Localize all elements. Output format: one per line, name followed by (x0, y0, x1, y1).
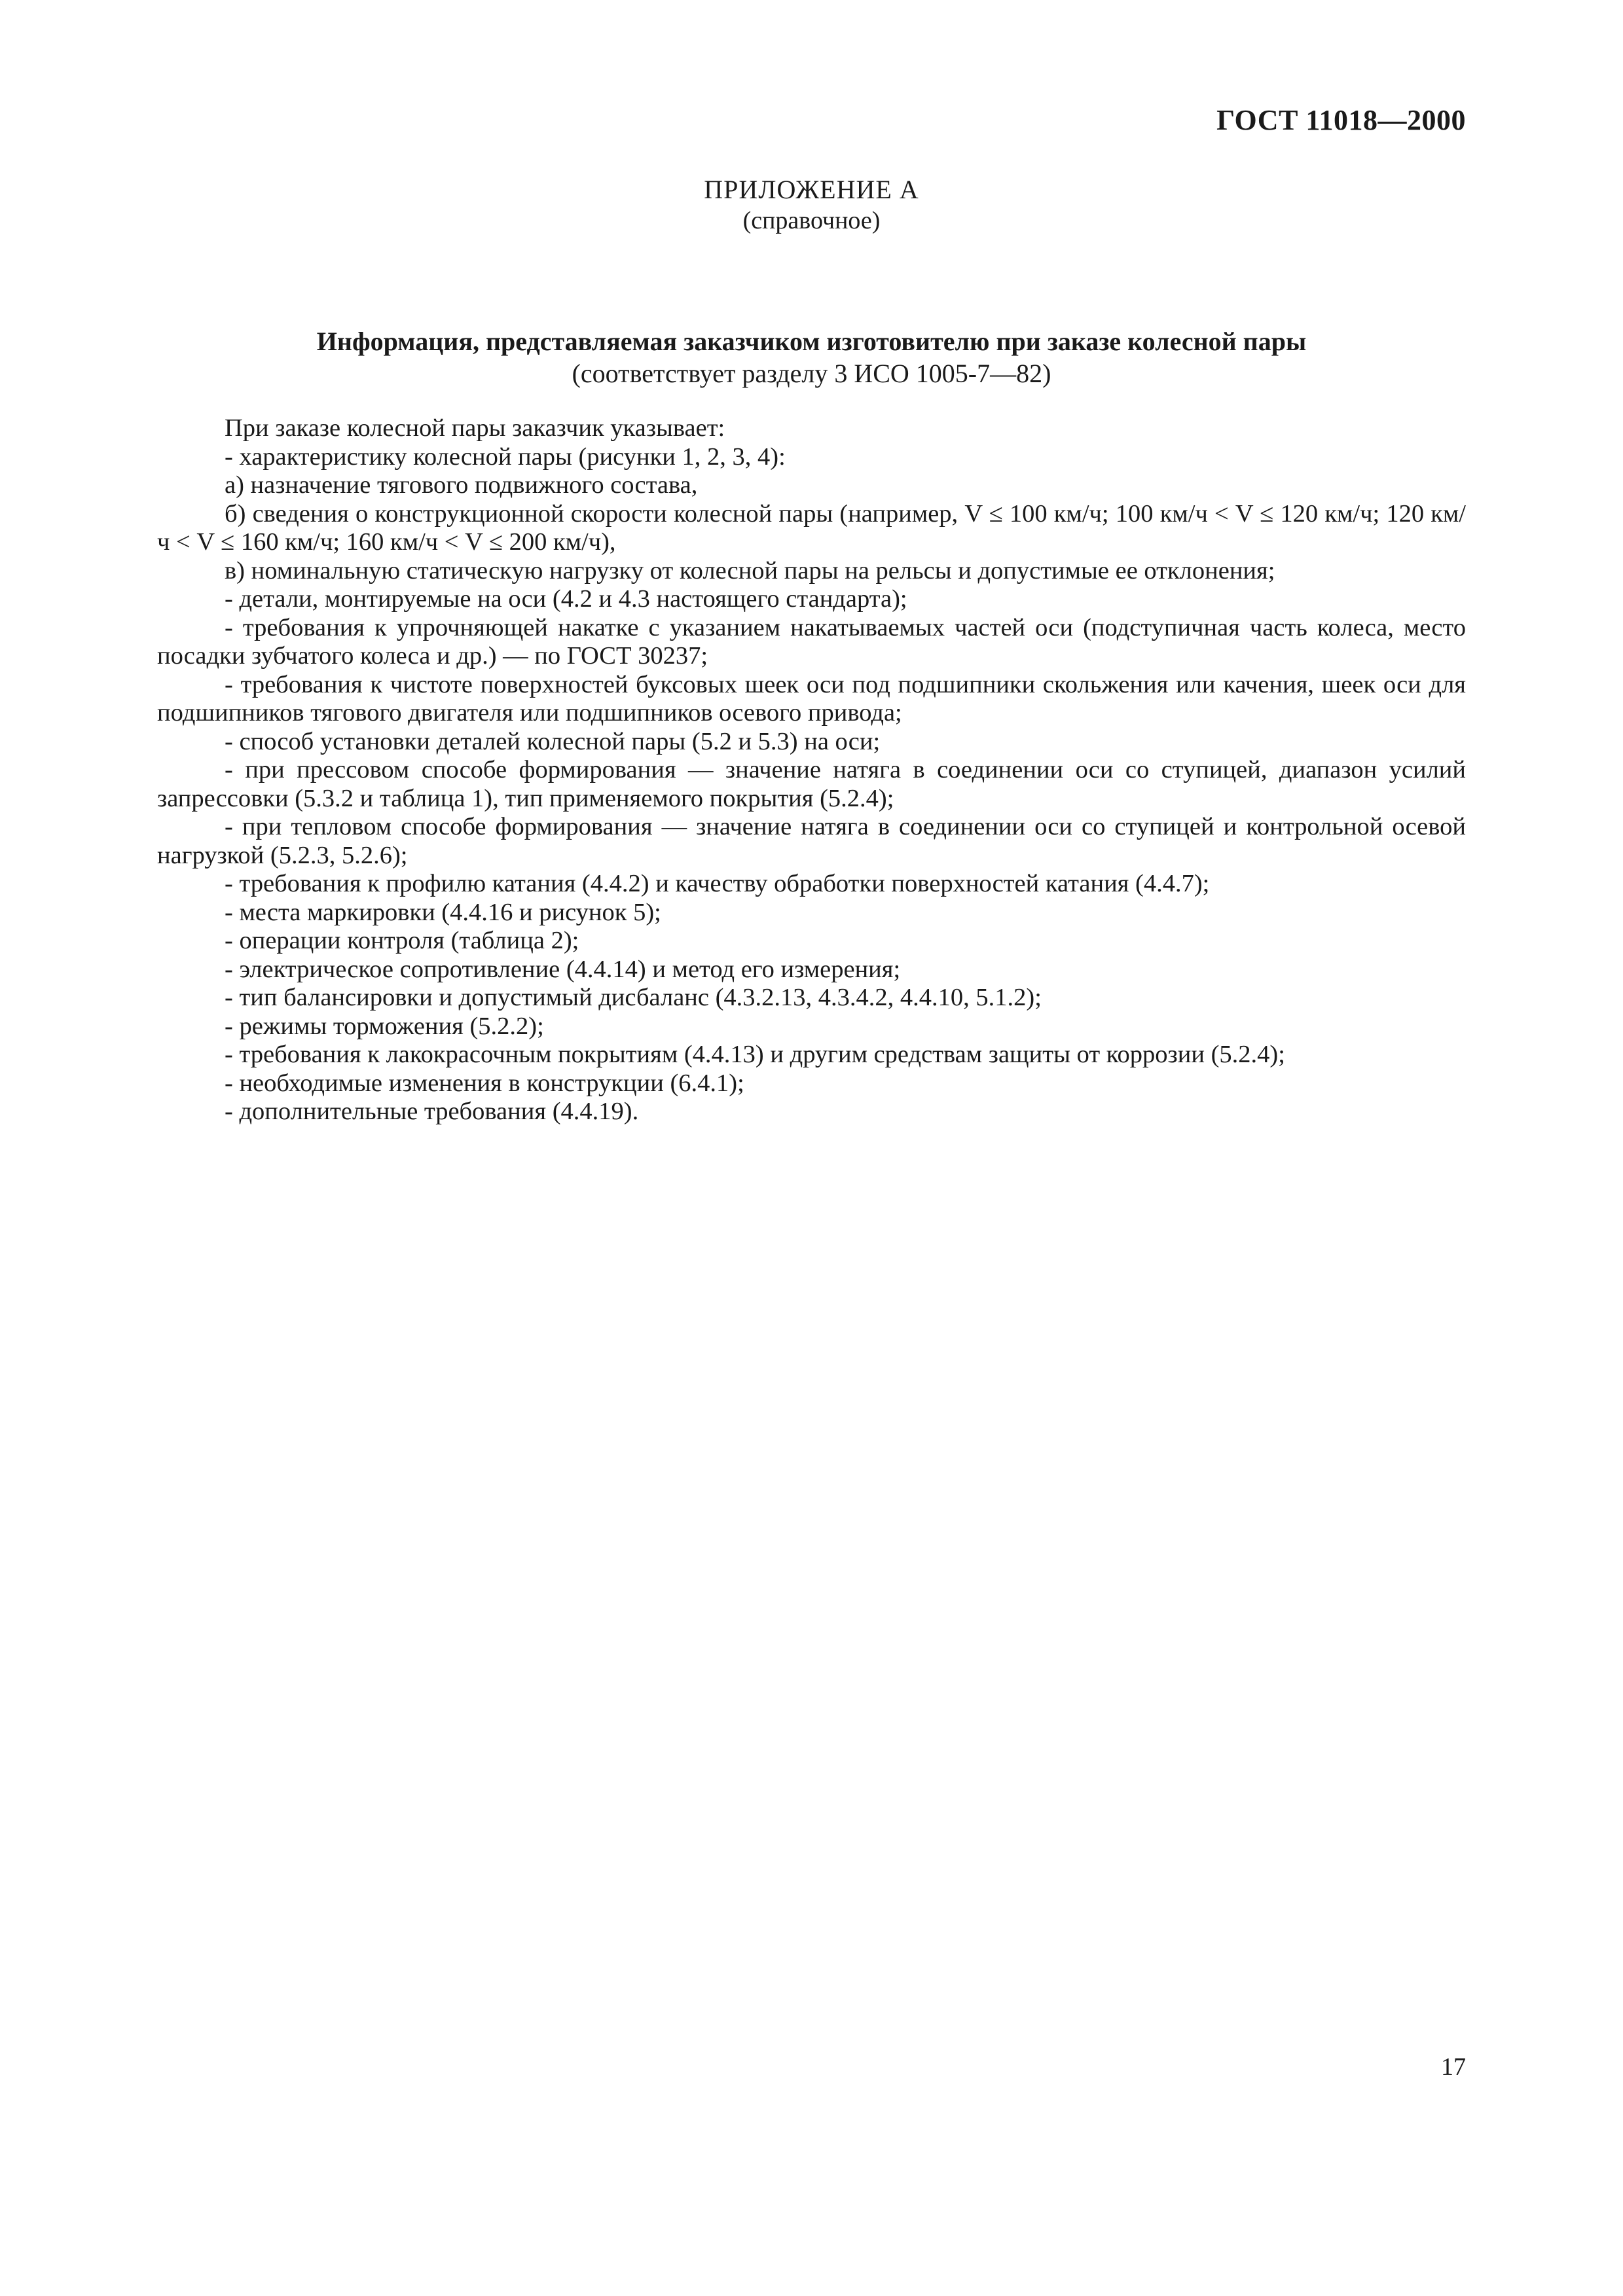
paragraph: - требования к упрочняющей накатке с указанием накатываемых частей оси (подступичная часть колеса, место посадки зубчатого колеса и др.) — по ГОСТ 30237; (157, 613, 1466, 670)
section-heading (0, 325, 1623, 389)
paragraph: - необходимые изменения в конструкции (6.4.1); (225, 1069, 744, 1097)
paragraph: - тип балансировки и допустимый дисбаланс (4.3.2.13, 4.3.4.2, 4.4.10, 5.1.2); (225, 984, 1042, 1011)
paragraph: - требования к профилю катания (4.4.2) и качеству обработки поверхностей катания (4.4.7); (225, 870, 1210, 897)
paragraph: - электрическое сопротивление (4.4.14) и метод его измерения; (225, 955, 901, 983)
annex-title: ПРИЛОЖЕНИЕ А (704, 175, 919, 204)
paragraph: - операции контроля (таблица 2); (225, 927, 579, 954)
paragraph: - способ установки деталей колесной пары (5.2 и 5.3) на оси; (225, 727, 881, 755)
heading-title: Информация, представляемая заказчиком изготовителю при заказе колесной пары (316, 327, 1307, 356)
annex-heading (0, 174, 1623, 236)
paragraph: - требования к лакокрасочным покрытиям (4.4.13) и другим средствам защиты от коррозии (5.2.4); (225, 1041, 1285, 1068)
paragraph: - при тепловом способе формирования — значение натяга в соединении оси со ступицей и контрольной осевой нагрузкой (5.2.3, 5.2.6); (157, 813, 1466, 869)
paragraph: - места маркировки (4.4.16 и рисунок 5); (225, 898, 661, 926)
paragraph: - дополнительные требования (4.4.19). (225, 1098, 639, 1125)
paragraph: - требования к чистоте поверхностей буксовых шеек оси под подшипники скольжения или качения, шеек оси для подшипников тягового двигателя или подшипников осевого привода; (157, 670, 1466, 726)
paragraph: а) назначение тягового подвижного состава, (225, 471, 698, 499)
paragraph: б) сведения о конструкционной скорости колесной пары (например, V ≤ 100 км/ч; 100 км/ч < V ≤ 120 км/ч; 120 км/ч < V ≤ 160 км/ч; 160 км/ч < V ≤ 200 км/ч), (157, 499, 1466, 556)
paragraph: - режимы торможения (5.2.2); (225, 1012, 544, 1040)
paragraph: - при прессовом способе формирования — значение натяга в соединении оси со ступицей, диапазон усилий запрессовки (5.3.2 и таблица 1), тип применяемого покрытия (5.2.4); (157, 756, 1466, 812)
paragraph: - характеристику колесной пары (рисунки 1, 2, 3, 4): (225, 442, 786, 471)
paragraph: - детали, монтируемые на оси (4.2 и 4.3 настоящего стандарта); (225, 585, 907, 613)
page-number: 17 (1441, 2053, 1466, 2081)
heading-subtitle: (соответствует разделу 3 ИСО 1005-7—82) (572, 359, 1051, 388)
standard-number: ГОСТ 11018—2000 (1216, 104, 1466, 136)
paragraph: в) номинальную статическую нагрузку от колесной пары на рельсы и допустимые ее отклонения; (225, 556, 1275, 584)
body-text (157, 414, 1466, 1126)
paragraph: При заказе колесной пары заказчик указывает: (225, 414, 725, 442)
annex-status: (справочное) (742, 207, 881, 234)
